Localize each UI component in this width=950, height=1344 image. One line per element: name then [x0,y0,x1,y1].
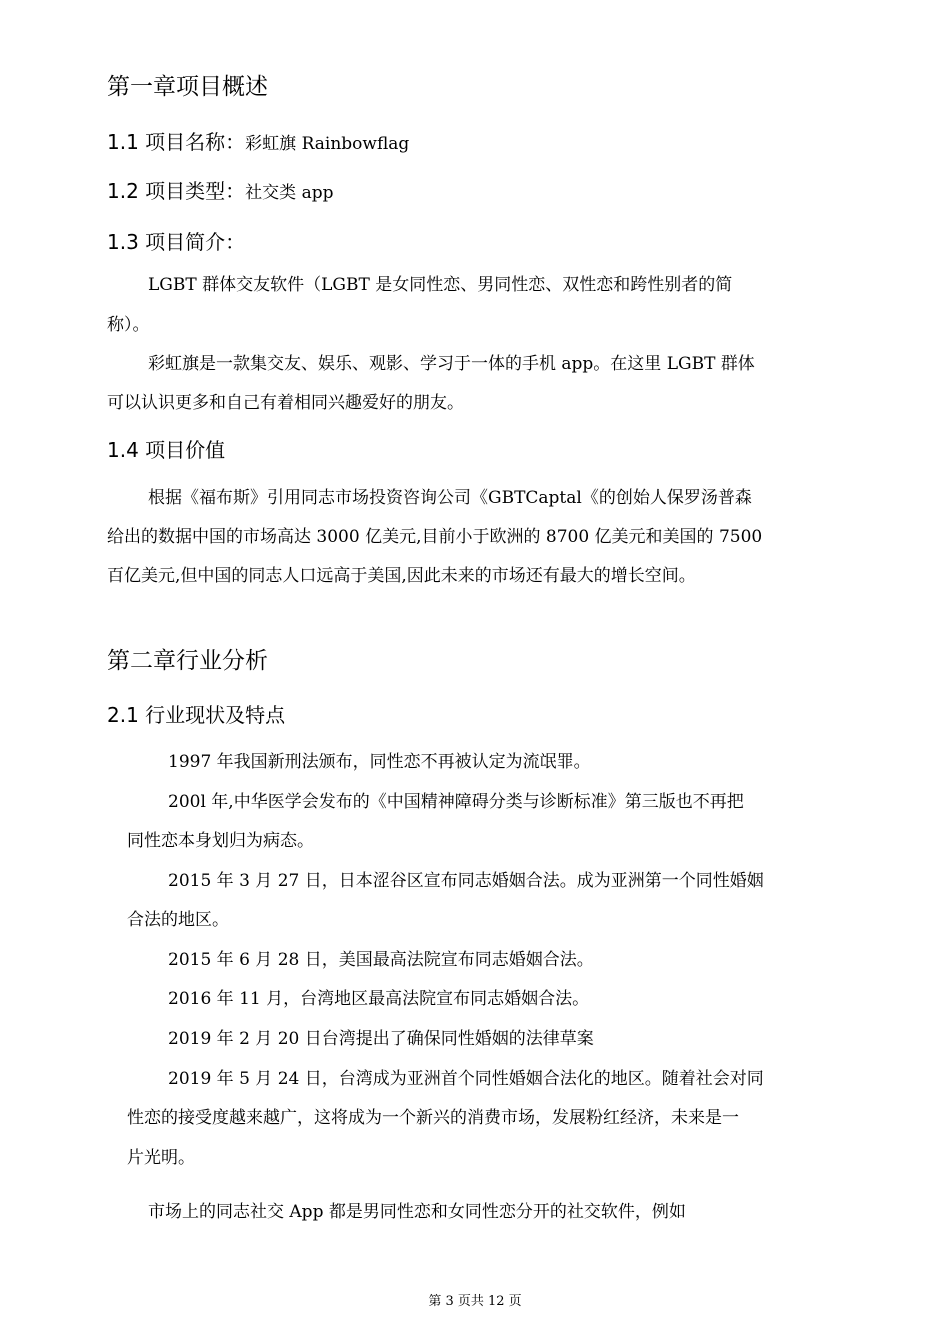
intro-paragraph-2-line-2: 可以认识更多和自己有着相同兴趣爱好的朋友。 [107,393,464,413]
intro-paragraph-1-line-1: LGBT 群体交友软件（LGBT 是女同性恋、男同性恋、双性恋和跨性别者的简 [148,275,733,295]
project-name-value: 彩虹旗 Rainbowflag [245,134,410,154]
history-line-5: 合法的地区。 [127,910,229,930]
section-1-1-heading [107,128,409,158]
history-line-8: 2019 年 2 月 20 日台湾提出了确保同性婚姻的法律草案 [168,1029,594,1049]
section-2-1-heading: 2.1 行业现状及特点 [107,703,286,727]
section-1-2-heading [107,177,333,207]
intro-paragraph-1-line-2: 称）。 [107,315,150,335]
section-1-3-heading: 1.3 项目简介： [107,230,246,254]
section-1-2-label: 1.2 项目类型： [107,179,246,203]
value-paragraph-line-3: 百亿美元,但中国的同志人口远高于美国,因此未来的市场还有最大的增长空间。 [107,566,696,586]
page-footer: 第 3 页共 12 页 [428,1294,522,1309]
history-line-2: 200l 年,中华医学会发布的《中国精神障碍分类与诊断标准》第三版也不再把 [168,792,744,812]
history-line-4: 2015 年 3 月 27 日，日本涩谷区宣布同志婚姻合法。成为亚洲第一个同性婚姻 [168,871,764,891]
value-paragraph-line-1: 根据《福布斯》引用同志市场投资咨询公司《GBTCaptal《的创始人保罗汤普森 [148,488,752,508]
history-line-11: 片光明。 [127,1148,195,1168]
section-1-4-heading: 1.4 项目价值 [107,438,226,462]
chapter-2-title: 第二章行业分析 [107,648,268,674]
history-line-3: 同性恋本身划归为病态。 [127,831,314,851]
history-line-7: 2016 年 11 月，台湾地区最高法院宣布同志婚姻合法。 [168,989,590,1009]
intro-paragraph-2-line-1: 彩虹旗是一款集交友、娱乐、观影、学习于一体的手机 app。在这里 LGBT 群体 [148,354,755,374]
market-paragraph-line: 市场上的同志社交 App 都是男同性恋和女同性恋分开的社交软件，例如 [148,1202,686,1222]
history-line-9: 2019 年 5 月 24 日，台湾成为亚洲首个同性婚姻合法化的地区。随着社会对同 [168,1069,764,1089]
project-type-value: 社交类 app [245,183,334,203]
history-line-1: 1997 年我国新刑法颁布，同性恋不再被认定为流氓罪。 [168,752,591,772]
value-paragraph-line-2: 给出的数据中国的市场高达 3000 亿美元,目前小于欧洲的 8700 亿美元和美国的 7500 [107,527,763,547]
history-line-6: 2015 年 6 月 28 日，美国最高法院宣布同志婚姻合法。 [168,950,594,970]
history-line-10: 性恋的接受度越来越广，这将成为一个新兴的消费市场，发展粉红经济，未来是一 [127,1108,739,1128]
section-1-1-label: 1.1 项目名称： [107,130,246,154]
chapter-1-title: 第一章项目概述 [107,74,268,100]
